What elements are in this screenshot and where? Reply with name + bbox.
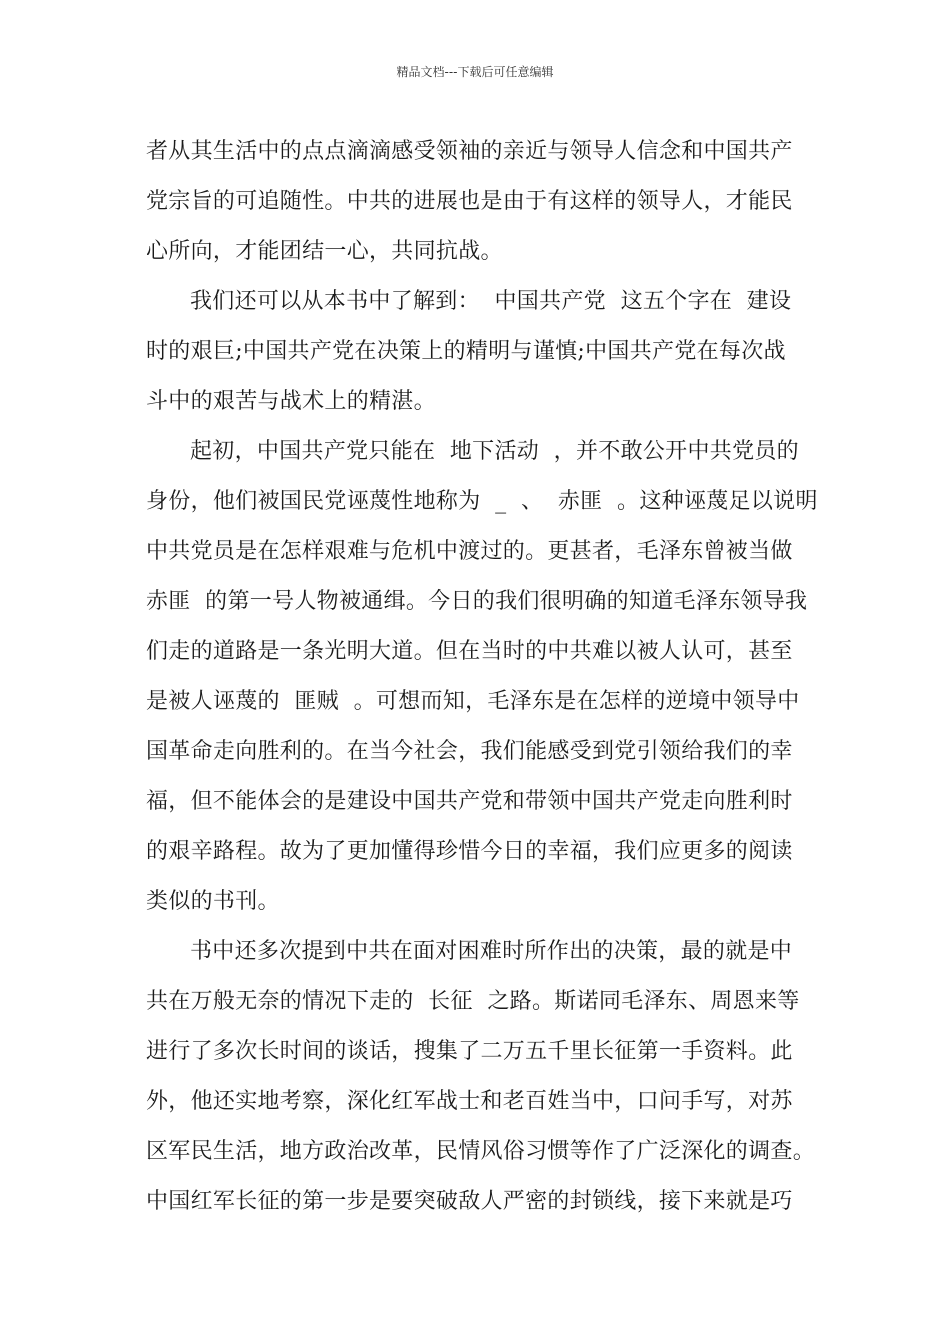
- page-header: 精品文档---下载后可任意编辑: [396, 65, 554, 79]
- text-line: 中共党员是在怎样艰难与危机中渡过的。更甚者，毛泽东曾被当做: [146, 539, 793, 564]
- text-line: 身份，他们被国民党诬蔑性地称为 _ 、 赤匪 。这种诬蔑足以说明: [146, 489, 818, 514]
- text-line: 共在万般无奈的情况下走的 长征 之路。斯诺同毛泽东、周恩来等: [146, 989, 800, 1014]
- text-line: 斗中的艰苦与战术上的精湛。: [146, 389, 436, 414]
- document-body: [146, 127, 826, 1227]
- text-line: 的艰辛路程。故为了更加懂得珍惜今日的幸福，我们应更多的阅读: [146, 839, 793, 864]
- text-line: 区军民生活，地方政治改革，民情风俗习惯等作了广泛深化的调查。: [146, 1139, 816, 1164]
- text-line: 心所向，才能团结一心，共同抗战。: [146, 239, 503, 264]
- text-line: 们走的道路是一条光明大道。但在当时的中共难以被人认可，甚至: [146, 639, 793, 664]
- text-line: 赤匪 的第一号人物被通缉。今日的我们很明确的知道毛泽东领导我: [146, 589, 808, 614]
- text-line: 类似的书刊。: [146, 889, 280, 914]
- text-line: 外，他还实地考察，深化红军战士和老百姓当中，口问手写，对苏: [146, 1089, 793, 1114]
- text-line: 是被人诬蔑的 匪贼 。可想而知，毛泽东是在怎样的逆境中领导中: [146, 689, 800, 714]
- paragraph-first-line: 书中还多次提到中共在面对困难时所作出的决策，最的就是中: [190, 939, 793, 964]
- text-line: 者从其生活中的点点滴滴感受领袖的亲近与领导人信念和中国共产: [146, 139, 793, 164]
- paragraph-first-line: 起初，中国共产党只能在 地下活动 ，并不敢公开中共党员的: [190, 439, 799, 464]
- text-line: 福，但不能体会的是建设中国共产党和带领中国共产党走向胜利时: [146, 789, 793, 814]
- text-line: 进行了多次长时间的谈话，搜集了二万五千里长征第一手资料。此: [146, 1039, 793, 1064]
- text-line: 时的艰巨;中国共产党在决策上的精明与谨慎;中国共产党在每次战: [146, 339, 786, 364]
- text-line: 党宗旨的可追随性。中共的进展也是由于有这样的领导人，才能民: [146, 189, 793, 214]
- text-line: 中国红军长征的第一步是要突破敌人严密的封锁线，接下来就是巧: [146, 1189, 793, 1214]
- text-line: 国革命走向胜利的。在当今社会，我们能感受到党引领给我们的幸: [146, 739, 793, 764]
- paragraph-first-line: 我们还可以从本书中了解到： 中国共产党 这五个字在 建设: [190, 289, 792, 314]
